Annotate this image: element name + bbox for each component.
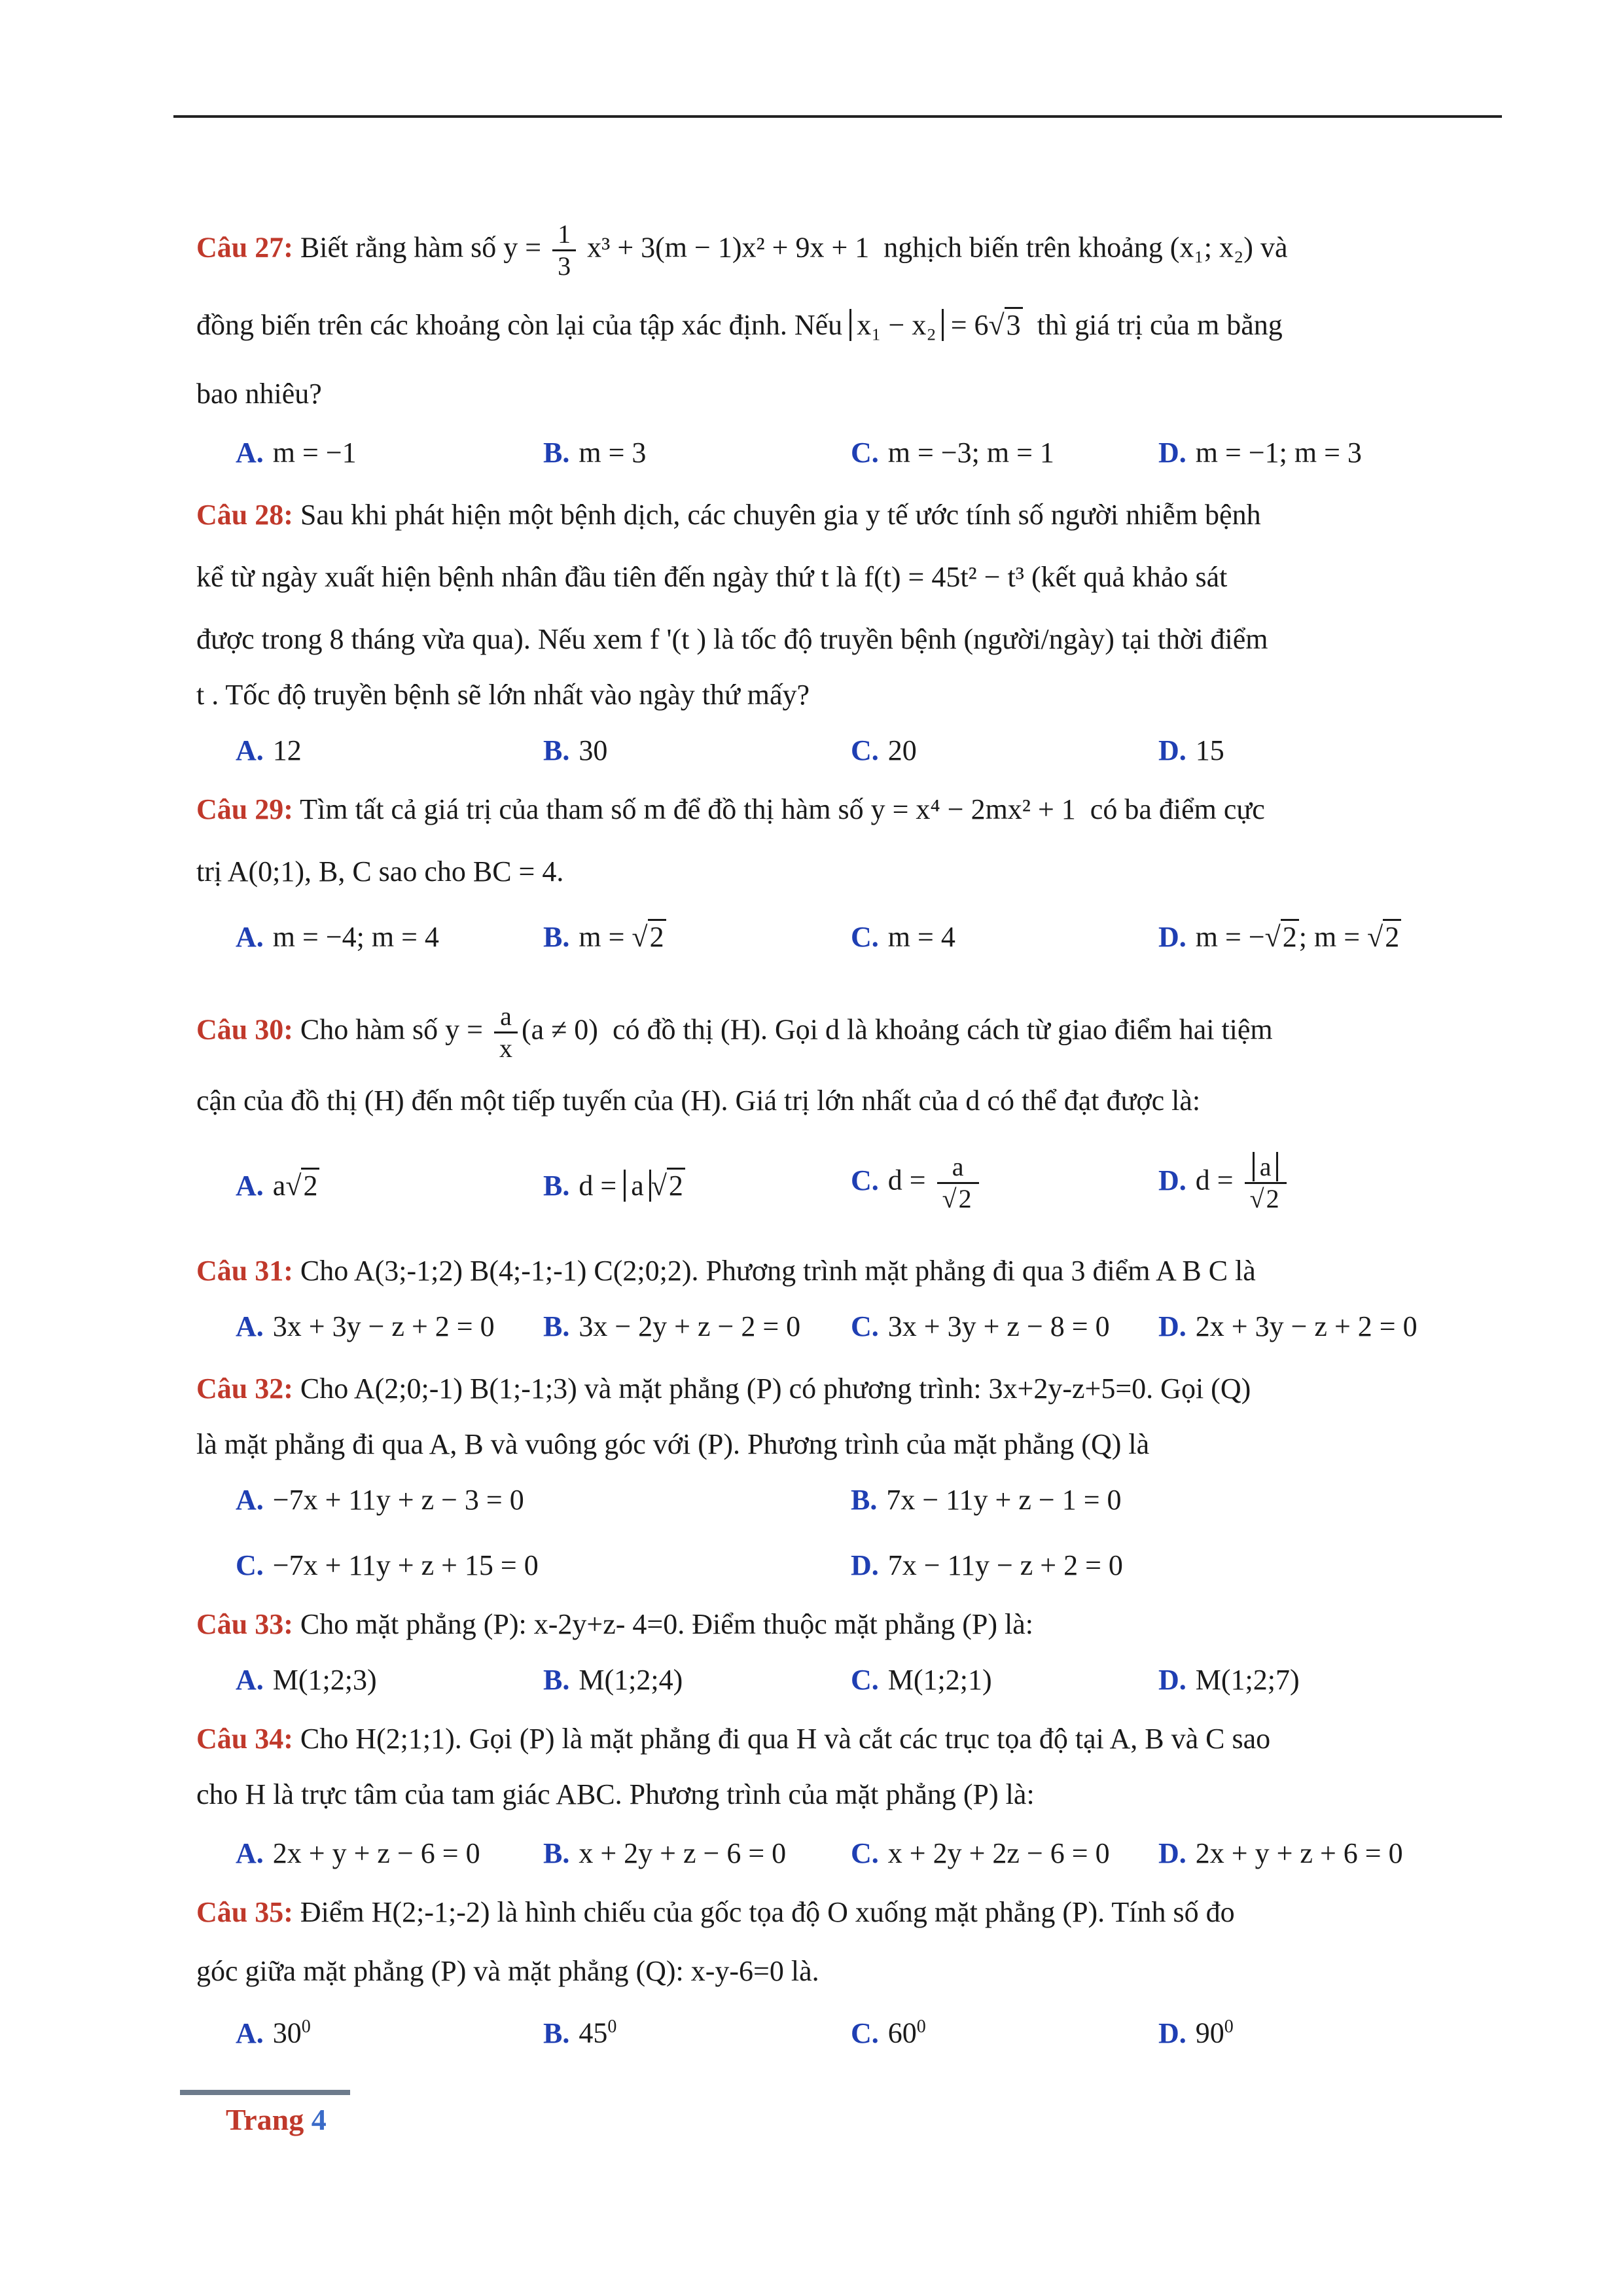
- q28-line4: t . Tốc độ truyền bệnh sẽ lớn nhất vào ngày thứ mấy?: [196, 679, 810, 711]
- q27-option-b[interactable]: B. m = 3: [543, 437, 647, 469]
- q27-fraction: $\frac{1}{3}$: [552, 219, 576, 281]
- q32-line1: Câu 32: Cho A(2;0;-1) B(1;-1;3) và mặt phẳng (P) có phương trình: 3x+2y-z+5=0. Gọi (Q): [196, 1372, 1251, 1405]
- page-label: Trang: [226, 2103, 304, 2136]
- q31-option-b[interactable]: B. 3x − 2y + z − 2 = 0: [543, 1310, 801, 1342]
- q29-option-c[interactable]: C. m = 4: [851, 921, 955, 953]
- q29-option-a[interactable]: A. m = −4; m = 4: [236, 921, 439, 953]
- q30-option-d[interactable]: D. d = $\frac{a}{√2}$: [1158, 1152, 1291, 1214]
- q30-line1: Câu 30: Cho hàm số y = $\frac{a}{x}$ (a ≠ 0) có đồ thị (H). Gọi d là khoảng cách từ giao điểm hai tiệm: [196, 1001, 1273, 1063]
- q27-line1: Câu 27: Biết rằng hàm số y = $\frac{1}{3}$ x³ + 3(m − 1)x² + 9x + 1 nghịch biến trên khoảng (x₁; x₂) và: [196, 219, 1288, 281]
- q34-line2: cho H là trực tâm của tam giác ABC. Phương trình của mặt phẳng (P) là:: [196, 1778, 1035, 1810]
- q29-label: Câu 29:: [196, 793, 293, 825]
- q30-line2: cận của đồ thị (H) đến một tiếp tuyến của (H). Giá trị lớn nhất của d có thể đạt được là:: [196, 1085, 1201, 1117]
- q34-line1: Câu 34: Cho H(2;1;1). Gọi (P) là mặt phẳng đi qua H và cắt các trục tọa độ tại A, B và C sao: [196, 1723, 1271, 1755]
- header-rule: [173, 115, 1502, 118]
- q35-line2: góc giữa mặt phẳng (P) và mặt phẳng (Q): x-y-6=0 là.: [196, 1955, 819, 1987]
- q31-option-c[interactable]: C. 3x + 3y + z − 8 = 0: [851, 1310, 1110, 1342]
- page-footer: [226, 2102, 327, 2137]
- q28-line3: được trong 8 tháng vừa qua). Nếu xem f '(t ) là tốc độ truyền bệnh (người/ngày) tại thời điểm: [196, 623, 1268, 655]
- q34-option-b[interactable]: B. x + 2y + z − 6 = 0: [543, 1837, 787, 1869]
- q33-option-c[interactable]: C. M(1;2;1): [851, 1664, 992, 1696]
- q32-line2: là mặt phẳng đi qua A, B và vuông góc với (P). Phương trình của mặt phẳng (Q) là: [196, 1428, 1150, 1460]
- q27-label: Câu 27:: [196, 231, 293, 264]
- q35-label: Câu 35:: [196, 1896, 293, 1928]
- q33-label: Câu 33:: [196, 1608, 293, 1640]
- q35-option-b[interactable]: B. $45^0$: [543, 2017, 617, 2049]
- q31-option-d[interactable]: D. 2x + 3y − z + 2 = 0: [1158, 1310, 1418, 1342]
- q28-line1: Câu 28: Sau khi phát hiện một bệnh dịch, các chuyên gia y tế ước tính số người nhiễm bệnh: [196, 499, 1261, 531]
- q30-label: Câu 30:: [196, 1013, 293, 1046]
- q29-option-d[interactable]: D. m = −√2; m = √2: [1158, 923, 1401, 952]
- q28-option-d[interactable]: D. 15: [1158, 734, 1224, 766]
- q34-option-a[interactable]: A. 2x + y + z − 6 = 0: [236, 1837, 480, 1869]
- q35-line1: Câu 35: Điểm H(2;-1;-2) là hình chiếu của gốc tọa độ O xuống mặt phẳng (P). Tính số đo: [196, 1896, 1235, 1928]
- q32-option-b[interactable]: B. 7x − 11y + z − 1 = 0: [851, 1484, 1122, 1516]
- page-number: 4: [311, 2103, 327, 2136]
- q28-option-c[interactable]: C. 20: [851, 734, 917, 766]
- q29-line2: trị A(0;1), B, C sao cho BC = 4.: [196, 855, 564, 888]
- q28-option-a[interactable]: A. 12: [236, 734, 302, 766]
- q34-option-c[interactable]: C. x + 2y + 2z − 6 = 0: [851, 1837, 1110, 1869]
- q27-line2: đồng biến trên các khoảng còn lại của tập xác định. Nếu x₁ − x₂ = 6√3 thì giá trị của m bằng: [196, 311, 1427, 340]
- q31-option-a[interactable]: A. 3x + 3y − z + 2 = 0: [236, 1310, 495, 1342]
- q30-option-c[interactable]: C. d = $\frac{a}{√2}$: [851, 1152, 983, 1214]
- q31-line1: Câu 31: Cho A(3;-1;2) B(4;-1;-1) C(2;0;2). Phương trình mặt phẳng đi qua 3 điểm A B C là: [196, 1255, 1256, 1287]
- q27-option-a[interactable]: A. m = −1: [236, 437, 357, 469]
- q28-option-b[interactable]: B. 30: [543, 734, 608, 766]
- q35-option-c[interactable]: C. $60^0$: [851, 2017, 926, 2049]
- q27-option-c[interactable]: C. m = −3; m = 1: [851, 437, 1054, 469]
- q28-line2: kể từ ngày xuất hiện bệnh nhân đầu tiên đến ngày thứ t là f(t) = 45t² − t³ (kết quả khảo sát: [196, 561, 1228, 593]
- q33-option-d[interactable]: D. M(1;2;7): [1158, 1664, 1300, 1696]
- q32-option-a[interactable]: A. −7x + 11y + z − 3 = 0: [236, 1484, 524, 1516]
- q29-line1: Câu 29: Tìm tất cả giá trị của tham số m để đồ thị hàm số y = x⁴ − 2mx² + 1 có ba điểm cực: [196, 793, 1265, 825]
- q34-option-d[interactable]: D. 2x + y + z + 6 = 0: [1158, 1837, 1403, 1869]
- q32-label: Câu 32:: [196, 1372, 293, 1405]
- q30-fraction: $\frac{a}{x}$: [494, 1001, 518, 1064]
- q32-option-d[interactable]: D. 7x − 11y − z + 2 = 0: [851, 1549, 1123, 1581]
- q27-line3: bao nhiêu?: [196, 378, 322, 410]
- q33-option-b[interactable]: B. M(1;2;4): [543, 1664, 683, 1696]
- q35-option-d[interactable]: D. $90^0$: [1158, 2017, 1234, 2049]
- q30-option-a[interactable]: A. a√2: [236, 1172, 319, 1200]
- q34-label: Câu 34:: [196, 1723, 293, 1755]
- q29-option-b[interactable]: B. m = √2: [543, 923, 666, 952]
- q31-label: Câu 31:: [196, 1255, 293, 1287]
- q27-option-d[interactable]: D. m = −1; m = 3: [1158, 437, 1362, 469]
- q33-line1: Câu 33: Cho mặt phẳng (P): x-2y+z- 4=0. Điểm thuộc mặt phẳng (P) là:: [196, 1608, 1033, 1640]
- q32-option-c[interactable]: C. −7x + 11y + z + 15 = 0: [236, 1549, 539, 1581]
- q30-option-b[interactable]: B. d = a √2: [543, 1172, 685, 1200]
- q35-option-a[interactable]: A. $30^0$: [236, 2017, 311, 2049]
- q28-label: Câu 28:: [196, 499, 293, 531]
- footer-rule: [180, 2090, 350, 2095]
- q33-option-a[interactable]: A. M(1;2;3): [236, 1664, 377, 1696]
